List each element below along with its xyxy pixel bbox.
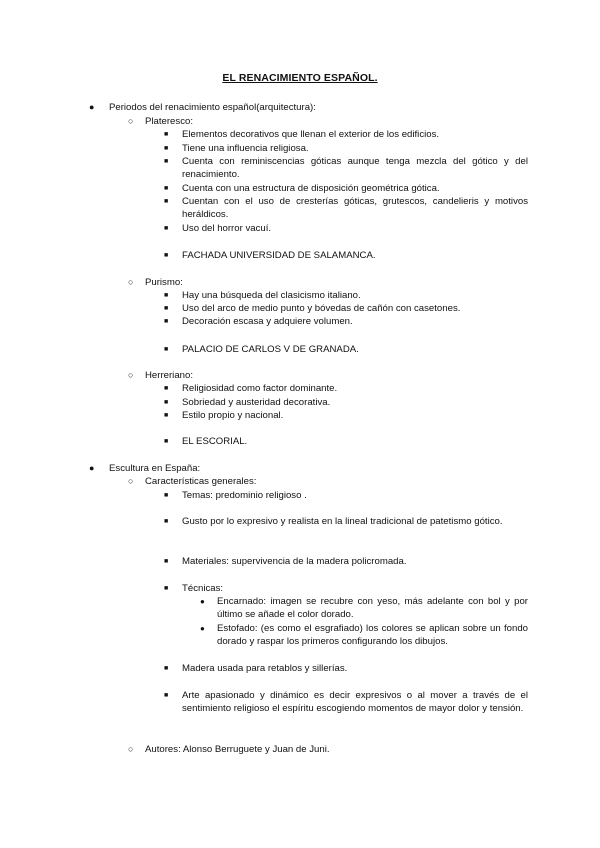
subheading-plateresco: Plateresco:	[145, 116, 193, 127]
section-heading-arquitectura: Periodos del renacimiento español(arquitectura):	[109, 102, 316, 113]
subheading-herreriano: Herreriano:	[145, 370, 193, 381]
list-item: Decoración escasa y adquiere volumen.	[182, 316, 353, 327]
square-bullet-icon: ■	[164, 558, 169, 565]
list-item: Materiales: supervivencia de la madera policromada.	[182, 556, 407, 567]
square-bullet-icon: ■	[164, 185, 169, 192]
square-bullet-icon: ■	[164, 145, 169, 152]
bullet-icon: ●	[89, 463, 95, 473]
square-bullet-icon: ■	[164, 131, 169, 138]
list-item: Uso del arco de medio punto y bóvedas de cañón con casetones.	[182, 303, 461, 314]
subheading-tecnicas: Técnicas:	[182, 583, 224, 594]
square-bullet-icon: ■	[164, 292, 169, 299]
list-item: Cuenta con reminiscencias góticas aunque tenga mezcla del gótico y del renacimiento.	[182, 156, 528, 180]
square-bullet-icon: ■	[164, 665, 169, 672]
list-item: Arte apasionado y dinámico es decir expresivos o al mover a través de el sentimiento religioso el espíritu escogiendo momentos de mayor dolor y tensión.	[182, 690, 528, 714]
section-heading-escultura: Escultura en España:	[109, 463, 201, 474]
list-item: Cuenta con una estructura de disposición geométrica gótica.	[182, 183, 440, 194]
bullet-icon: ●	[89, 102, 95, 112]
list-item: Sobriedad y austeridad decorativa.	[182, 397, 331, 408]
square-bullet-icon: ■	[164, 346, 169, 353]
document-title: EL RENACIMIENTO ESPAÑOL.	[222, 72, 378, 84]
list-item: Estofado: (es como el esgrafiado) los colores se aplican sobre un fondo dorado y raspar los primeros configurando los dibujos.	[217, 623, 528, 647]
square-bullet-icon: ■	[164, 692, 169, 699]
autores-line: Autores: Alonso Berruguete y Juan de Juni.	[145, 744, 330, 755]
example-building: FACHADA UNIVERSIDAD DE SALAMANCA.	[182, 250, 376, 261]
circle-bullet-icon: ○	[128, 476, 134, 486]
list-item: Madera usada para retablos y sillerías.	[182, 663, 348, 674]
square-bullet-icon: ■	[164, 252, 169, 259]
list-item: Religiosidad como factor dominante.	[182, 383, 338, 394]
square-bullet-icon: ■	[164, 225, 169, 232]
square-bullet-icon: ■	[164, 585, 169, 592]
circle-bullet-icon: ○	[128, 370, 134, 380]
list-item: Hay una búsqueda del clasicismo italiano.	[182, 290, 361, 301]
circle-bullet-icon: ○	[128, 744, 134, 754]
example-building: EL ESCORIAL.	[182, 436, 248, 447]
circle-bullet-icon: ○	[128, 116, 134, 126]
list-item: Tiene una influencia religiosa.	[182, 143, 309, 154]
square-bullet-icon: ■	[164, 492, 169, 499]
list-item: Temas: predominio religioso .	[182, 490, 307, 501]
example-building: PALACIO DE CARLOS V DE GRANADA.	[182, 344, 359, 355]
square-bullet-icon: ■	[164, 318, 169, 325]
list-item: Elementos decorativos que llenan el exterior de los edificios.	[182, 129, 440, 140]
square-bullet-icon: ■	[164, 305, 169, 312]
list-item: Cuentan con el uso de cresterías góticas, grutescos, candelieris y motivos heráldicos.	[182, 196, 528, 220]
list-item: Estilo propio y nacional.	[182, 410, 284, 421]
subheading-purismo: Purismo:	[145, 277, 183, 288]
list-item: Encarnado: imagen se recubre con yeso, más adelante con bol y por último se añade el color dorado.	[217, 596, 528, 620]
square-bullet-icon: ■	[164, 158, 169, 165]
circle-bullet-icon: ○	[128, 277, 134, 287]
bullet-icon: ●	[200, 624, 205, 633]
list-item: Uso del horror vacuí.	[182, 223, 272, 234]
list-item: Gusto por lo expresivo y realista en la lineal tradicional de patetismo gótico.	[182, 516, 503, 527]
subheading-caracteristicas: Características generales:	[145, 476, 257, 487]
square-bullet-icon: ■	[164, 438, 169, 445]
bullet-icon: ●	[200, 597, 205, 606]
square-bullet-icon: ■	[164, 518, 169, 525]
square-bullet-icon: ■	[164, 399, 169, 406]
square-bullet-icon: ■	[164, 198, 169, 205]
square-bullet-icon: ■	[164, 412, 169, 419]
square-bullet-icon: ■	[164, 385, 169, 392]
